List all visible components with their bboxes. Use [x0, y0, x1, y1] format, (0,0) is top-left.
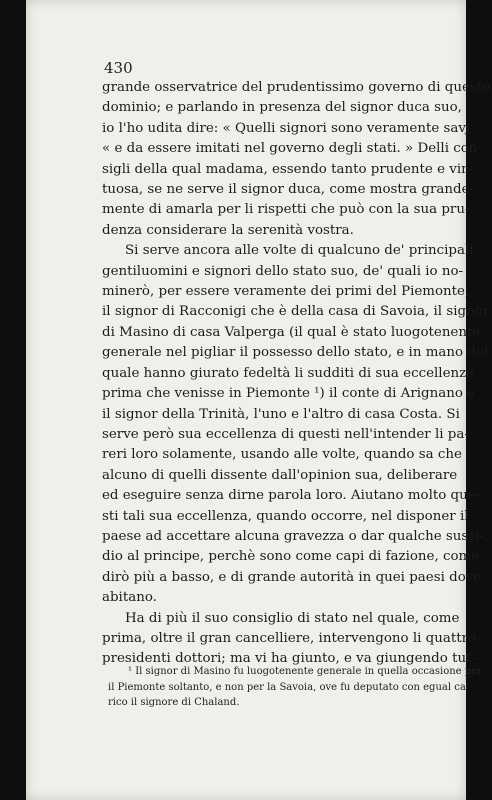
- text-line: ed eseguire senza dirne parola loro. Aiutano molto que-: [102, 488, 481, 504]
- text-line: prima, oltre il gran cancelliere, intervengono li quattro: [102, 630, 477, 646]
- text-line: gentiluomini e signori dello stato suo, de' quali io no-: [102, 263, 464, 279]
- text-line: denza considerare la serenità vostra.: [102, 222, 354, 238]
- text-line: abitano.: [102, 590, 157, 606]
- text-line: sigli della qual madama, essendo tanto prudente e vir-: [102, 161, 473, 177]
- text-line: il signor di Racconigi che è della casa di Savoia, il signor: [102, 304, 490, 320]
- text-line: grande osservatrice del prudentissimo governo di questo: [102, 80, 491, 95]
- footnote-line: rico il signore di Chaland.: [108, 697, 240, 708]
- text-line: paese ad accettare alcuna gravezza o dar qualche sussi-: [102, 528, 484, 544]
- text-line: dirò più a basso, e di grande autorità in quei paesi dove: [102, 569, 482, 585]
- footnotes: [108, 664, 482, 711]
- text-line: quale hanno giurato fedeltà li sudditi di sua eccellenza: [102, 365, 475, 381]
- text-line: Ha di più il suo consiglio di stato nel quale, come: [125, 610, 460, 626]
- text-line: generale nel pigliar il possesso dello stato, e in mano del: [102, 345, 489, 361]
- text-line: mente di amarla per li rispetti che può con la sua pru-: [102, 202, 470, 218]
- text-line: alcuno di quelli dissente dall'opinion sua, deliberare: [102, 467, 458, 483]
- text-line: di Masino di casa Valperga (il qual è stato luogotenente: [102, 324, 481, 340]
- text-line: presidenti dottori; ma vi ha giunto, e va giungendo tut-: [102, 651, 476, 667]
- text-line: dio al principe, perchè sono come capi di fazione, come: [102, 549, 480, 565]
- page-number: 430: [104, 59, 133, 77]
- text-line: il signor della Trinità, l'uno e l'altro di casa Costa. Si: [102, 406, 460, 422]
- text-line: « e da essere imitati nel governo degli stati. » Delli con-: [102, 141, 482, 157]
- text-line: tuosa, se ne serve il signor duca, come mostra grande-: [102, 182, 475, 198]
- book-page: [26, 0, 491, 800]
- body-text: [102, 78, 491, 670]
- text-line: reri loro solamente, usando alle volte, quando sa che: [102, 447, 462, 463]
- text-line: io l'ho udita dire: « Quelli signori sono veramente savj,: [102, 120, 475, 136]
- text-line: dominio; e parlando in presenza del signor duca suo,: [102, 100, 462, 116]
- text-line: minerò, per essere veramente dei primi del Piemonte,: [102, 284, 470, 300]
- text-line: prima che venisse in Piemonte ¹) il conte di Arignano e: [102, 386, 476, 402]
- footnote-line: il Piemonte soltanto, e non per la Savoia, ove fu deputato con egual ca-: [108, 681, 470, 693]
- text-line: Si serve ancora alle volte di qualcuno de' principali: [125, 243, 474, 259]
- text-line: serve però sua eccellenza di questi nell'intender li pa-: [102, 426, 469, 442]
- footnote-line: ¹ Il signor di Masino fu luogotenente generale in quella occasione per: [128, 666, 482, 677]
- text-line: sti tali sua eccellenza, quando occorre, nel disponer il: [102, 508, 469, 524]
